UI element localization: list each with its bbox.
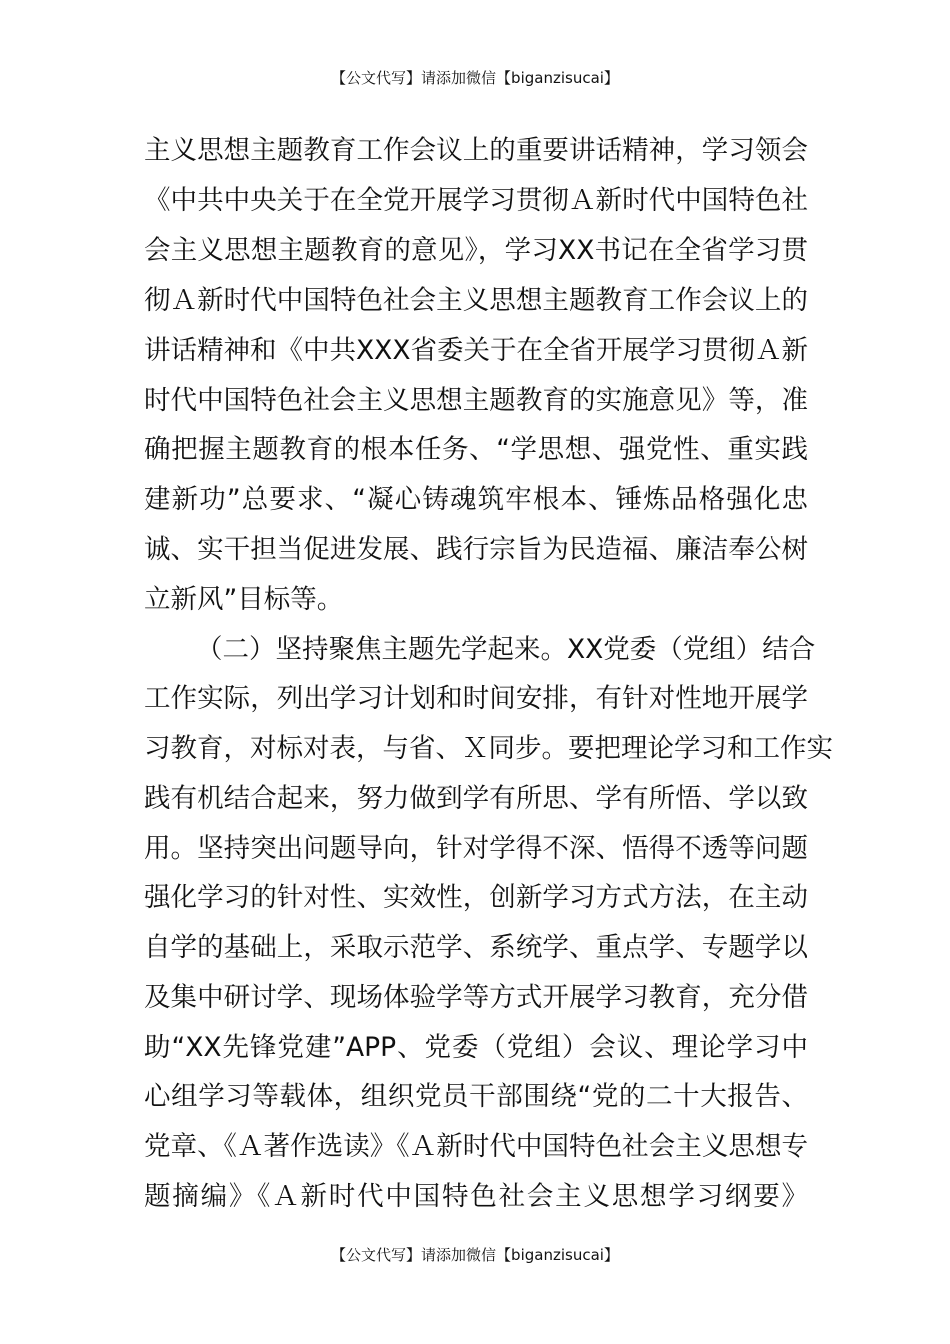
text-line: 确把握主题教育的根本任务、“学思想、强党性、重实践	[144, 434, 808, 465]
text-line: 诚、实干担当促进发展、践行宗旨为民造福、廉洁奉公树	[144, 534, 808, 565]
text-line: 立新风”目标等。	[144, 584, 344, 615]
page-footer-watermark: 【公文代写】请添加微信【biganzisucai】	[331, 1246, 619, 1264]
text-line: 习教育，对标对表，与省、Ｘ同步。要把理论学习和工作实	[144, 733, 833, 764]
text-line: 时代中国特色社会主义思想主题教育的实施意见》等，准	[144, 385, 808, 416]
page-header-watermark: 【公文代写】请添加微信【biganzisucai】	[331, 69, 619, 87]
text-line: 工作实际，列出学习计划和时间安排，有针对性地开展学	[144, 683, 808, 714]
paragraph-first-line: （二）坚持聚焦主题先学起来。XX党委（党组）结合	[196, 634, 816, 665]
text-line: 自学的基础上，采取示范学、系统学、重点学、专题学以	[144, 932, 808, 963]
text-line: 强化学习的针对性、实效性，创新学习方式方法，在主动	[144, 882, 808, 913]
text-line: 彻Ａ新时代中国特色社会主义思想主题教育工作会议上的	[144, 285, 808, 316]
text-line: 党章、《Ａ著作选读》《Ａ新时代中国特色社会主义思想专	[144, 1131, 808, 1162]
text-line: 讲话精神和《中共XXX省委关于在全省开展学习贯彻Ａ新	[144, 335, 808, 366]
text-line: 及集中研讨学、现场体验学等方式开展学习教育，充分借	[144, 982, 808, 1013]
text-line: 《中共中央关于在全党开展学习贯彻Ａ新时代中国特色社	[144, 185, 808, 216]
text-line: 会主义思想主题教育的意见》，学习XX书记在全省学习贯	[144, 235, 808, 266]
text-line: 心组学习等载体，组织党员干部围绕“党的二十大报告、	[144, 1081, 808, 1112]
text-line: 践有机结合起来，努力做到学有所思、学有所悟、学以致	[144, 783, 808, 814]
text-line: 助“XX先锋党建”APP、党委（党组）会议、理论学习中	[144, 1032, 808, 1063]
text-line: 用。坚持突出问题导向，针对学得不深、悟得不透等问题	[144, 833, 808, 864]
text-line: 建新功”总要求、“凝心铸魂筑牢根本、锤炼品格强化忠	[144, 484, 808, 515]
text-line: 题摘编》《Ａ新时代中国特色社会主义思想学习纲要》	[144, 1181, 808, 1212]
text-line: 主义思想主题教育工作会议上的重要讲话精神，学习领会	[144, 135, 808, 166]
